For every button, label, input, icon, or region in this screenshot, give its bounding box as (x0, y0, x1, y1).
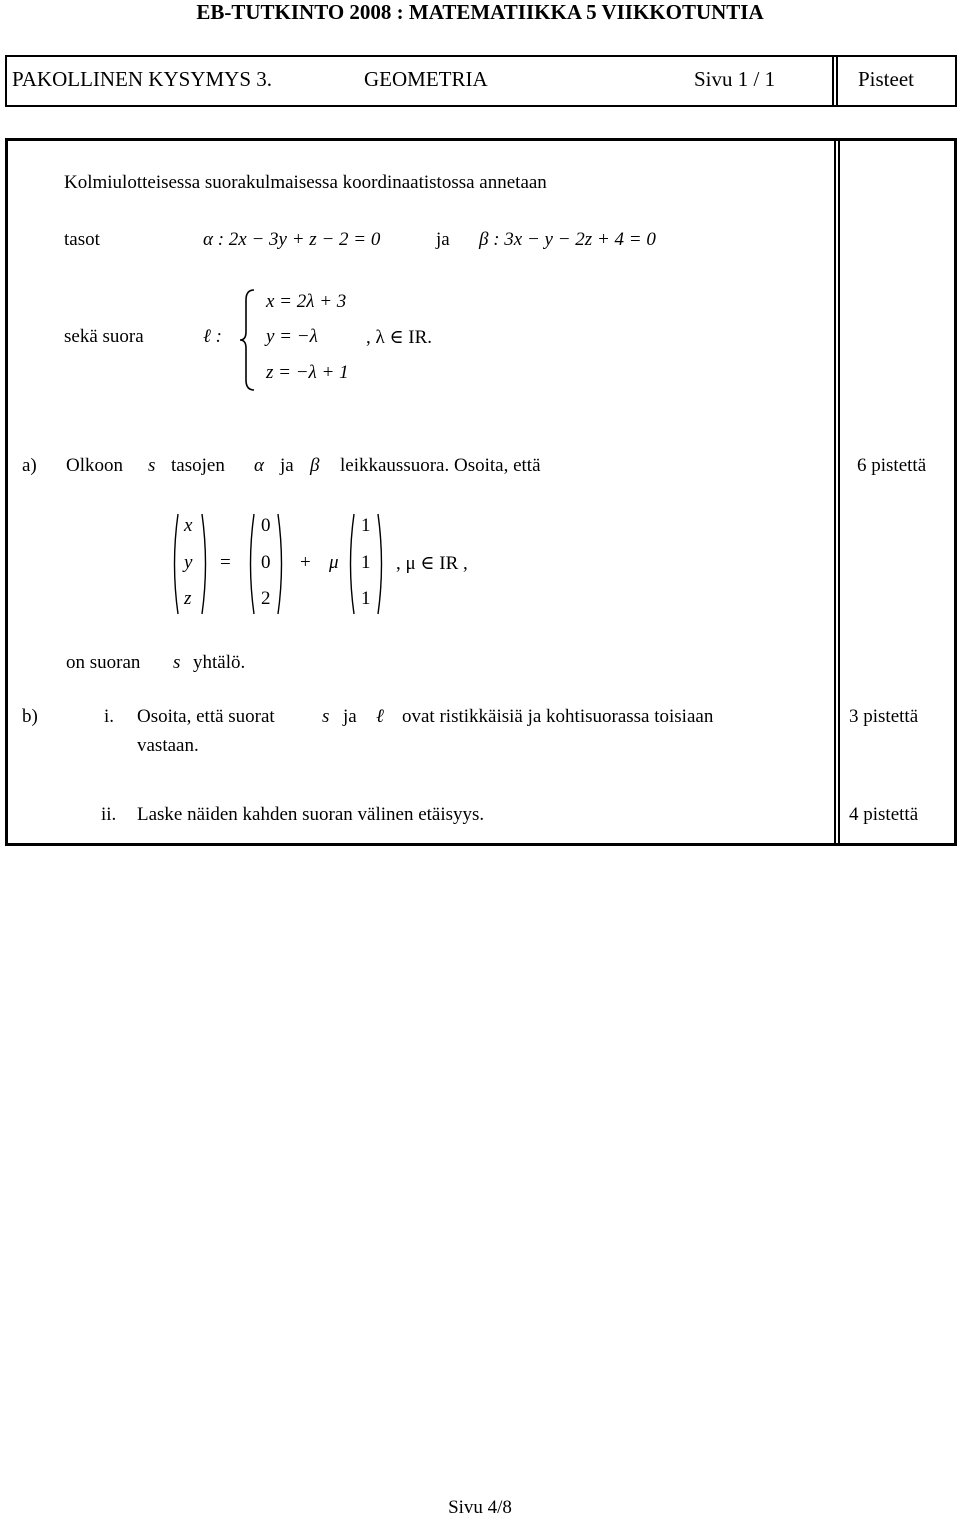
intro-line: Kolmiulotteisessa suorakulmaisessa koordinaatistossa annetaan (64, 172, 547, 193)
topic-title: GEOMETRIA (364, 67, 488, 91)
part-a-text-3: leikkaussuora. Osoita, että (340, 455, 541, 476)
conclusion-text-2: yhtälö. (193, 652, 246, 673)
part-b-i-label: i. (104, 706, 115, 727)
part-b-i-text-2: ovat ristikkäisiä ja kohtisuorassa toisiaan (402, 706, 714, 727)
part-b-i-and: ja (343, 706, 357, 727)
dir-1: 1 (361, 552, 371, 573)
vec-z: z (184, 588, 192, 609)
vec-equals: = (220, 552, 231, 573)
left-brace-icon (238, 288, 258, 392)
point-2: 2 (261, 588, 271, 609)
plane-beta-equation: β : 3x − y − 2z + 4 = 0 (479, 229, 656, 250)
part-b-i-text-3: vastaan. (137, 735, 199, 756)
page-footer: Sivu 4/8 (448, 1497, 512, 1518)
part-b-ii-text: Laske näiden kahden suoran välinen etäisyys. (137, 804, 485, 825)
line-name: ℓ : (203, 326, 222, 347)
vec-y: y (184, 552, 193, 573)
part-b-i-s: s (322, 706, 330, 727)
part-a-and: ja (280, 455, 294, 476)
point-1: 0 (261, 552, 271, 573)
question-number: PAKOLLINEN KYSYMYS 3. (12, 67, 272, 91)
part-a-s: s (148, 455, 156, 476)
part-a-label: a) (22, 455, 37, 476)
dir-2: 1 (361, 588, 371, 609)
and-word: ja (436, 229, 450, 250)
part-b-label: b) (22, 706, 38, 727)
vec-parameter: , μ ∈ IR , (396, 553, 468, 574)
part-a-text-2: tasojen (171, 455, 225, 476)
part-a-text-1: Olkoon (66, 455, 123, 476)
part-b-i-ell: ℓ (376, 706, 384, 727)
line-label: sekä suora (64, 326, 144, 347)
part-b-i-points: 3 pistettä (849, 706, 919, 727)
document-title: EB-TUTKINTO 2008 : MATEMATIIKKA 5 VIIKKOTUNTIA (196, 0, 764, 24)
conclusion-s: s (173, 652, 181, 673)
line-parameter: , λ ∈ IR. (366, 327, 433, 348)
dir-0: 1 (361, 515, 371, 536)
planes-label: tasot (64, 229, 100, 250)
system-row-y: y = −λ (266, 326, 318, 347)
header-divider (832, 57, 838, 105)
part-a-beta: β (310, 455, 320, 476)
system-row-x: x = 2λ + 3 (266, 291, 347, 312)
part-b-ii-points: 4 pistettä (849, 804, 919, 825)
points-column-divider (834, 141, 840, 843)
vec-plus: + (300, 552, 311, 573)
vec-mu: μ (329, 552, 339, 573)
vec-x: x (184, 515, 193, 536)
points-header: Pisteet (858, 67, 914, 91)
point-0: 0 (261, 515, 271, 536)
part-a-alpha: α (254, 455, 264, 476)
plane-alpha-equation: α : 2x − 3y + z − 2 = 0 (203, 229, 381, 250)
part-b-ii-label: ii. (101, 804, 117, 825)
part-a-points: 6 pistettä (857, 455, 927, 476)
page-indicator: Sivu 1 / 1 (694, 67, 776, 91)
system-row-z: z = −λ + 1 (266, 362, 349, 383)
part-b-i-text-1: Osoita, että suorat (137, 706, 275, 727)
conclusion-text-1: on suoran (66, 652, 141, 673)
